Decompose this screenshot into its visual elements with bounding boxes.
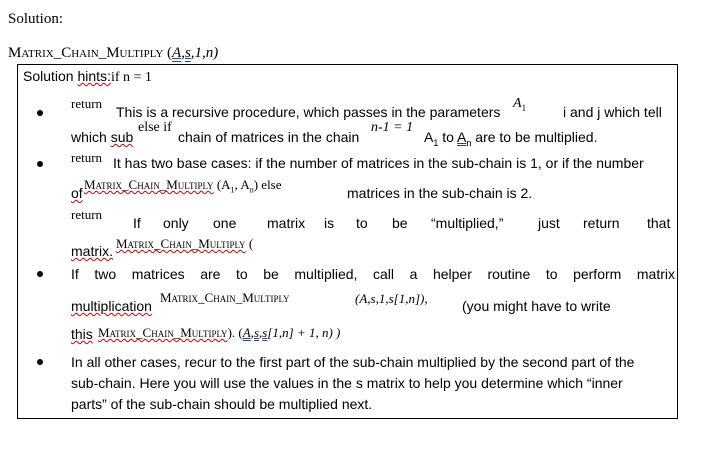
bullet-1-i-and-j: i and j which tell bbox=[563, 104, 662, 120]
bullet-4-this: this bbox=[71, 326, 93, 342]
bullet-3-word-just: just bbox=[538, 215, 560, 231]
solution-label: Solution: bbox=[8, 11, 64, 27]
bullet-4 bbox=[37, 271, 43, 277]
bullet-2-line-2-end: matrices in the sub-chain is 2. bbox=[347, 185, 533, 201]
bullet-3-word-multiplied: “multiplied,” bbox=[431, 215, 504, 231]
bullet-3-word-matrix: matrix bbox=[267, 215, 306, 231]
bullet-4-line-1: If two matrices are to be multiplied, call a helper routine to perform matrix bbox=[71, 266, 675, 282]
bullet-1-n-minus-1: n-1 = 1 bbox=[371, 120, 414, 135]
procedure-comma: , bbox=[181, 45, 185, 61]
bullet-1-a1: $A_1$ bbox=[513, 96, 527, 113]
bullet-1-line-2-end: $A_1$ to $A_n$ are to be multiplied. bbox=[424, 129, 598, 148]
bullet-1-line-1: This is a recursive procedure, which passes in the parameters bbox=[116, 104, 501, 120]
bullet-4-tail: Matrix_Chain_Multiply). (A,s,s[1,n] + 1, n) ) bbox=[98, 325, 341, 340]
bullet-3-word-one: one bbox=[213, 215, 237, 231]
bullet-1-line-2-mid: chain of matrices in the chain bbox=[178, 129, 360, 145]
procedure-name: Matrix_Chain_Multiply bbox=[8, 45, 164, 61]
bullet-3-word-that: that bbox=[647, 215, 671, 231]
bullet-5 bbox=[37, 359, 43, 365]
bullet-3-word-be: be bbox=[392, 215, 408, 231]
bullet-1-else-if: else if bbox=[138, 120, 172, 135]
hints-line bbox=[23, 68, 152, 86]
hints-condition: if n = 1 bbox=[110, 70, 152, 85]
bullet-4-you-might: (you might have to write bbox=[462, 298, 611, 314]
bullet-3-matrix: matrix. bbox=[71, 243, 113, 259]
bullet-3-return: return bbox=[71, 207, 103, 222]
bullet-1 bbox=[37, 110, 43, 116]
bullet-4-procedure: Matrix_Chain_Multiply bbox=[160, 290, 290, 305]
bullet-5-line-2: sub-chain. Here you will use the values in the s matrix to help you determine which “inner bbox=[71, 375, 623, 391]
bullet-2-line-1: It has two base cases: if the number of matrices in the sub-chain is 1, or if the number bbox=[113, 155, 644, 171]
procedure-header bbox=[8, 45, 218, 62]
bullet-4-multiplication: multiplication bbox=[71, 298, 152, 314]
bullet-4-args: (A,s,1,s[1,n]), bbox=[355, 291, 428, 306]
bullet-3-word-to: to bbox=[356, 215, 368, 231]
bullet-2-return: return bbox=[71, 150, 103, 165]
bullet-5-line-3: parts” of the sub-chain should be multiplied next. bbox=[71, 396, 373, 412]
hints-word: hints: bbox=[77, 68, 111, 84]
bullet-2-procedure: Matrix_Chain_Multiply ($A_1$, $A_n$) else bbox=[84, 177, 282, 195]
bullet-3-procedure: Matrix_Chain_Multiply ( bbox=[116, 236, 254, 251]
bullet-2 bbox=[37, 161, 43, 167]
bullet-1-line-2-start: which sub bbox=[71, 129, 134, 145]
bullet-2-of: of bbox=[71, 185, 83, 201]
bullet-3-word-only: only bbox=[163, 215, 189, 231]
procedure-arg-a: A bbox=[172, 45, 182, 61]
bullet-1-return: return bbox=[71, 96, 103, 111]
hints-label: Solution bbox=[23, 68, 78, 84]
bullet-3-word-if: If bbox=[133, 215, 141, 231]
procedure-arg-s: s bbox=[184, 45, 191, 61]
bullet-3-word-return: return bbox=[583, 215, 620, 231]
procedure-args-tail: ,1,n) bbox=[190, 45, 219, 61]
bullet-5-line-1: In all other cases, recur to the first part of the sub-chain multiplied by the second part of the bbox=[71, 354, 635, 370]
bullet-3-word-is: is bbox=[324, 215, 335, 231]
procedure-args-open: ( bbox=[163, 45, 173, 61]
